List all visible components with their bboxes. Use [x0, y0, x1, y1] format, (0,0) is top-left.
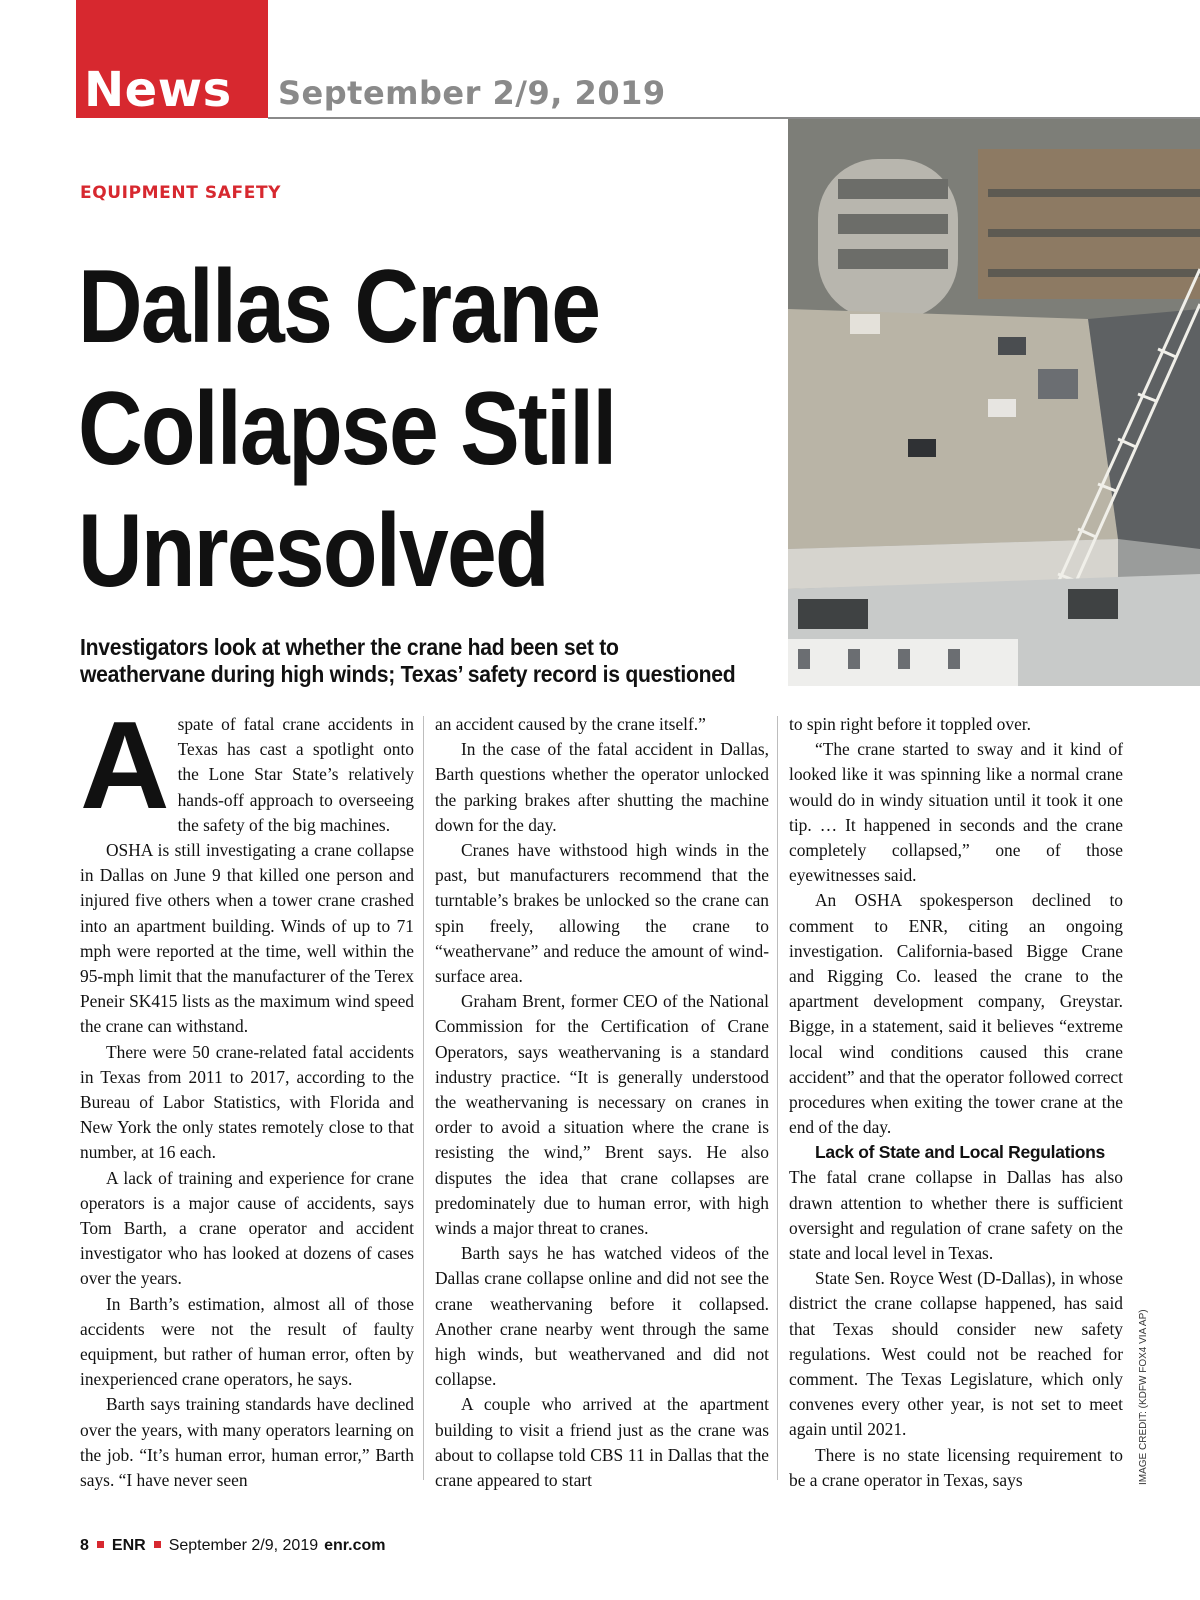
column-divider	[777, 716, 778, 1480]
page-footer	[80, 1537, 385, 1555]
body-paragraph: There is no state licensing requirement to be a crane operator in Texas, says	[789, 1444, 1123, 1490]
body-paragraph: OSHA is still investigating a crane collapse in Dallas on June 9 that killed one person and injured five others when a tower crane crashed into an apartment building. Winds of up to 71 mph were reported at the time, well within the 95-mph limit that the manufacturer of the Terex Peneir SK415 lists as the maximum wind speed the crane can withstand.	[80, 840, 414, 1037]
headline-line: Unresolved	[78, 493, 548, 609]
website-link[interactable]: enr.com	[324, 1537, 386, 1554]
magazine-name: ENR	[111, 1537, 146, 1554]
body-paragraph: A lack of training and experience for crane operators is a major cause of accidents, says Tom Barth, a crane operator and accident investigator who has looked at dozens of cases over the years.	[80, 1167, 414, 1289]
separator-square	[154, 1541, 161, 1548]
article-headline	[78, 246, 680, 612]
body-paragraph: Aspate of fatal crane accidents in Texas has cast a spotlight onto the Lone Star State’s relatively hands-off approach to overseeing the safety of the big machines.	[80, 697, 414, 835]
image-credit: IMAGE CREDIT: (KDFW FOX4 VIA AP)	[1138, 1309, 1149, 1485]
body-paragraph: An OSHA spokesperson declined to comment to ENR, citing an ongoing investigation. California-based Bigge Crane and Rigging Co. leased the crane to the apartment development company, Greystar. Bigge, in a statement, said it believes “extreme local wind conditions caused this crane accident” and that the operator followed correct procedures when exiting the tower crane at the end of the day.	[789, 890, 1123, 1138]
article-kicker: EQUIPMENT SAFETY	[80, 183, 282, 203]
headline-line: Collapse Still	[78, 371, 616, 487]
body-paragraph: State Sen. Royce West (D-Dallas), in whose district the crane collapse happened, has said that Texas should consider new safety regulations. West could not be reached for comment. The Texas Legislature, which only convenes every other year, is not set to meet again until 2021.	[789, 1268, 1123, 1440]
article-dek	[80, 634, 779, 688]
body-paragraph: In Barth’s estimation, almost all of those accidents were not the result of faulty equipment, but rather of human error, often by inexperienced crane operators, he says.	[80, 1293, 414, 1390]
body-paragraph: an accident caused by the crane itself.”	[435, 714, 706, 734]
body-column-3	[789, 712, 1123, 1493]
body-paragraph: Barth says he has watched videos of the Dallas crane collapse online and did not see the crane weathervaning before it collapsed. Another crane nearby went through the same high winds, but weathervaned and did not collapse.	[435, 1243, 769, 1390]
column-divider	[423, 716, 424, 1480]
body-paragraph: to spin right before it toppled over.	[789, 714, 1031, 734]
issue-date: September 2/9, 2019	[278, 74, 666, 112]
section-subhead: Lack of State and Local Regulations	[815, 1142, 1105, 1163]
page-number: 8	[80, 1537, 89, 1554]
body-paragraph: Barth says training standards have declined over the years, with many operators learning on the job. “It’s human error, human error,” Barth says. “I have never seen	[80, 1394, 414, 1491]
body-paragraph: Cranes have withstood high winds in the past, but manufacturers recommend that the turntable’s brakes be unlocked so the crane can spin freely, allowing the crane to “weathervane” and reduce the amount of wind-surface area.	[435, 840, 769, 987]
separator-square	[97, 1541, 104, 1548]
section-label: News	[84, 62, 232, 118]
body-paragraph: There were 50 crane-related fatal accidents in Texas from 2011 to 2017, according to the Bureau of Labor Statistics, with Florida and New York the only states remotely close to that number, at 16 each.	[80, 1041, 414, 1163]
body-paragraph: A couple who arrived at the apartment building to visit a friend just as the crane was about to collapse told CBS 11 in Dallas that the crane appeared to start	[435, 1394, 769, 1491]
body-paragraph: In the case of the fatal accident in Dallas, Barth questions whether the operator unlocked the parking brakes after shutting the machine down for the day.	[435, 739, 769, 835]
crane-collapse-photo	[788, 119, 1200, 686]
body-paragraph: Graham Brent, former CEO of the National Commission for the Certification of Crane Operators, says weathervaning is a standard industry practice. “It is generally understood the weathervaning is necessary on cranes in order to avoid a situation where the crane is resisting the wind,” Brent says. He also disputes the idea that crane collapses are predominately due to human error, with high winds a major threat to cranes.	[435, 991, 769, 1239]
drop-cap: A	[80, 697, 170, 835]
dek-line: Investigators look at whether the crane had been set to	[80, 634, 619, 660]
body-column-1	[80, 697, 414, 1493]
dek-line: weathervane during high winds; Texas’ safety record is questioned	[80, 661, 736, 687]
body-paragraph: The fatal crane collapse in Dallas has also drawn attention to whether there is sufficient oversight and regulation of crane safety on the state and local level in Texas.	[789, 1167, 1123, 1264]
body-column-2	[435, 712, 769, 1493]
headline-line: Dallas Crane	[78, 249, 600, 365]
body-paragraph: “The crane started to sway and it kind of looked like it was spinning like a normal crane would do in windy situation until it took it one tip. … It happened in seconds and the crane completely collapsed,” one of those eyewitnesses said.	[789, 739, 1123, 886]
footer-date: September 2/9, 2019	[168, 1537, 319, 1554]
